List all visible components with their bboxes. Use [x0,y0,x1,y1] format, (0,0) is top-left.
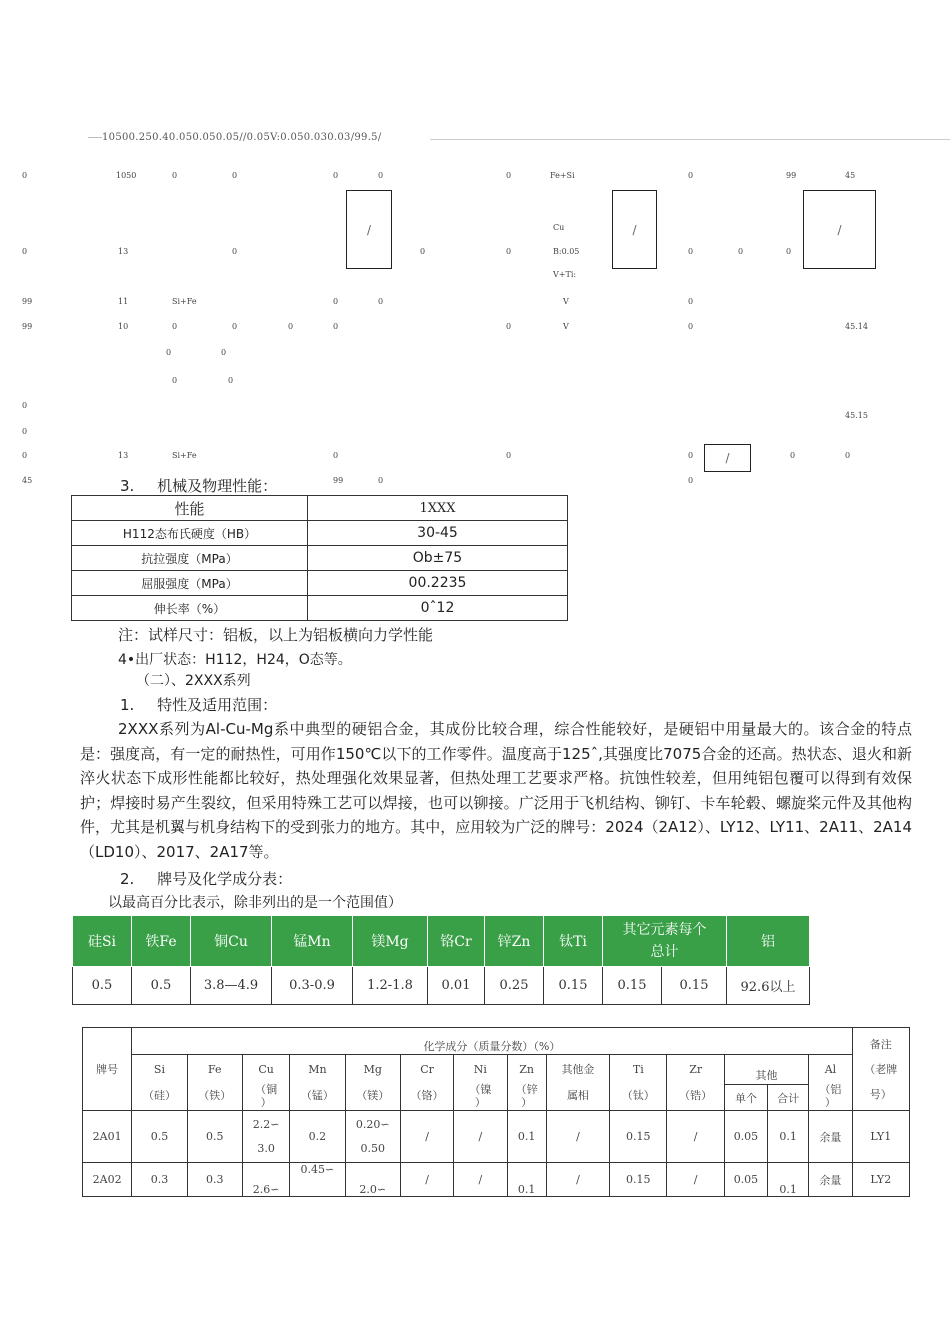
cell-total: 0.1 [768,1111,809,1163]
cell-al: 余量 [809,1163,852,1197]
cell-zn: 0.1 [507,1163,546,1197]
header-other-total: 合计 [768,1085,809,1111]
fragment: 0 [506,247,512,256]
characteristics-paragraph: 2XXX系列为Al-Cu-Mg系中典型的硬铝合金，其成份比较合理，综合性能较好，是硬铝中用量最大的。该合金的特点是：强度高，有一定的耐热性，可用作150℃以下的工作零件。温度高于125ˆ,其强度比7075合金的还高。热状态、退火和新淬火状态下成形性能都比较好，热处理强化效果显著，但热处理工艺要求严格。抗蚀性较差，但用纯铝包覆可以得到有效保护；焊接时易产生裂纹，但采用特殊工艺可以焊接，也可以铆接。广泛用于飞机结构、铆钉、卡车轮毂、螺旋桨元件及其他构件，尤其是机翼与机身结构下的受到张力的地方。其中，应用较为广泛的牌号：2024（2A12）、LY12、LY11、2A11、2A14（LD10）、2017、2A17等。 [80,720,912,861]
top-spec-line: 10500.250.40.050.050.05//0.05V:0.050.030.03/99.5/ [88,132,382,143]
fragment: 45 [22,476,33,485]
fragment: B:0.05 [553,247,580,256]
cell-cu: 2.2∽ 3.0 [242,1111,289,1163]
fragment: Si+Fe [172,297,197,306]
fragment: 0 [378,476,384,485]
table-header-row [72,496,568,521]
header-al: Al （铝 ） [809,1055,852,1111]
cell-ni: / [454,1111,507,1163]
fragment: 0 [786,247,792,256]
slash-box: / [704,444,751,472]
header-al: 铝 [727,916,810,967]
fragment: 0 [688,297,694,306]
fragment: 0 [688,322,694,331]
fragment: 0 [333,297,339,306]
cell-ti: 0.15 [544,967,603,1005]
header-other-each-label: 其它元素每个 [622,922,707,938]
cell-grade: 2A02 [83,1163,132,1197]
cell-si: 0.3 [132,1163,187,1197]
fragment: 11 [118,297,129,306]
cell-zn: 0.25 [485,967,544,1005]
header-total-label: 总计 [650,944,679,960]
fragment: 0 [688,451,694,460]
fragment: 0 [688,171,694,180]
fragment: 0 [790,451,796,460]
cell-al: 余量 [809,1111,852,1163]
cell-al: 92.6以上 [727,967,810,1005]
fragment: 0 [688,476,694,485]
cell-cu: 3.8—4.9 [191,967,272,1005]
item-2-heading [120,868,292,889]
property-value: Ob±75 [308,546,568,571]
header-composition-group: 化学成分（质量分数）（%） [132,1028,852,1055]
fragment: 0 [172,376,178,385]
table-header-row [73,916,810,967]
cell-mg: 1.2-1.8 [353,967,428,1005]
fragment: 0 [506,451,512,460]
cell-ni: / [454,1163,507,1197]
fragment: 0 [22,451,28,460]
fragment: Fe+Si [550,171,575,180]
fragment: 45.14 [845,322,868,331]
fragment: 0 [22,247,28,256]
fragment: 0 [22,171,28,180]
table-header-row [83,1028,910,1055]
cell-mg: 2.0∽ [345,1163,400,1197]
header-zn: Zn （锌 ） [507,1055,546,1111]
top-rule [430,139,950,140]
fragment: 0 [420,247,426,256]
fragment: 0 [378,171,384,180]
fragment: 99 [22,297,33,306]
header-other-each [603,916,727,967]
property-label: H112态布氏硬度（HB） [72,521,308,546]
header-ti: Ti （钛） [610,1055,667,1111]
header-mg: 镁Mg [353,916,428,967]
sample-note: 注：试样尺寸：铝板，以上为铝板横向力学性能 [118,626,434,644]
table-row [72,596,568,621]
cell-fe: 0.3 [187,1163,242,1197]
header-mn: Mn （锰） [290,1055,345,1111]
cell-cu: 2.6∽ [242,1163,289,1197]
header-property: 性能 [72,496,308,521]
cell-total: 0.1 [768,1163,809,1197]
fragment: 45 [845,171,856,180]
fragment: 0 [22,427,28,436]
header-other-single: 单个 [724,1085,767,1111]
item-title: 牌号及化学成分表： [157,870,293,888]
item-title: 特性及适用范围： [157,696,278,714]
header-mn: 锰Mn [272,916,353,967]
header-mg: Mg （镁） [345,1055,400,1111]
cell-si: 0.5 [132,1111,187,1163]
fragment: 0 [232,247,238,256]
cell-other-metal: / [546,1163,609,1197]
cell-fe: 0.5 [132,967,191,1005]
property-value: 30-45 [308,521,568,546]
fragment: 0 [378,297,384,306]
fragment: 99 [22,322,33,331]
fragment: V [563,322,569,331]
chemical-composition-table [82,1027,910,1197]
header-1xxx: 1XXX [308,496,568,521]
cell-single: 0.05 [724,1163,767,1197]
fragment: 0 [845,451,851,460]
fragment: 0 [333,322,339,331]
cell-mn: 0.45∽ [290,1163,345,1197]
fragment: 10 [118,322,129,331]
table-header-row [83,1055,910,1085]
cell-zr: / [667,1163,724,1197]
header-ti: 钛Ti [544,916,603,967]
header-cu: Cu （铜 ） [242,1055,289,1111]
cell-single: 0.05 [724,1111,767,1163]
property-value: 00.2235 [308,571,568,596]
property-value: 0ˆ12 [308,596,568,621]
header-cu: 铜Cu [191,916,272,967]
header-fe: 铁Fe [132,916,191,967]
fragment: 45.15 [845,411,868,420]
fragment: 0 [172,171,178,180]
fragment: 0 [738,247,744,256]
section-title: 机械及物理性能： [157,477,278,495]
table-row [83,1163,910,1197]
composition-summary-table [72,915,810,1005]
table-row [72,521,568,546]
fragment: 0 [506,322,512,331]
factory-state: 4•出厂状态：H112，H24，O态等。 [118,652,352,668]
fragment: 0 [221,348,227,357]
fragment: 0 [232,171,238,180]
remark-line: （老牌 [864,1062,898,1076]
item-number: 2. [120,870,135,888]
header-other-metal: 其他金 属相 [546,1055,609,1111]
table-row [73,967,810,1005]
cell-si: 0.5 [73,967,132,1005]
item-number: 1. [120,696,135,714]
property-label: 伸长率（%） [72,596,308,621]
cell-cr: / [400,1163,453,1197]
cell-mn: 0.2 [290,1111,345,1163]
cell-ti: 0.15 [610,1163,667,1197]
property-label: 屈服强度（MPa） [72,571,308,596]
header-zn: 锌Zn [485,916,544,967]
cell-other-metal: / [546,1111,609,1163]
fragment: 13 [118,451,129,460]
fragment: V+Ti: [553,270,577,279]
header-grade: 牌号 [83,1028,132,1111]
series-heading: （二）、2XXX系列 [136,673,251,689]
fragment: 99 [333,476,344,485]
header-si: Si （硅） [132,1055,187,1111]
fragment: 0 [22,401,28,410]
fragment: 13 [118,247,129,256]
table-row [72,546,568,571]
fragment: 0 [288,322,294,331]
cell-cr: / [400,1111,453,1163]
slash-box: / [346,190,392,269]
cell-zr: / [667,1111,724,1163]
fragment: 0 [333,171,339,180]
fragment: 1050 [116,171,137,180]
range-note: 以最高百分比表示，除非列出的是一个范围值） [108,895,402,911]
header-cr: Cr （铬） [400,1055,453,1111]
fragment: 0 [232,322,238,331]
table-row [72,571,568,596]
cell-other-each: 0.15 [603,967,662,1005]
cell-cr: 0.01 [428,967,485,1005]
section-number: 3. [120,477,135,495]
fragment: 0 [688,247,694,256]
fragment: Cu [553,223,565,232]
header-other: 其他 [724,1055,808,1085]
section-3-heading [120,475,277,496]
item-1-heading [120,694,277,715]
slash-box: / [612,190,657,269]
header-si: 硅Si [73,916,132,967]
fragment: 0 [333,451,339,460]
cell-ti: 0.15 [610,1111,667,1163]
header-remark [852,1028,909,1111]
cell-old-grade: LY2 [852,1163,909,1197]
cell-zn: 0.1 [507,1111,546,1163]
fragment: 0 [506,171,512,180]
cell-mn: 0.3-0.9 [272,967,353,1005]
remark-line: 号） [869,1087,892,1101]
header-fe: Fe （铁） [187,1055,242,1111]
remark-line: 备注 [869,1037,892,1051]
header-cr: 铬Cr [428,916,485,967]
property-label: 抗拉强度（MPa） [72,546,308,571]
fragment: V [563,297,569,306]
header-ni: Ni （镍 ） [454,1055,507,1111]
cell-grade: 2A01 [83,1111,132,1163]
cell-fe: 0.5 [187,1111,242,1163]
fragment: Si+Fe [172,451,197,460]
fragment: 0 [228,376,234,385]
cell-total: 0.15 [662,967,727,1005]
slash-box: / [803,190,876,269]
cell-old-grade: LY1 [852,1111,909,1163]
fragment: 99 [786,171,797,180]
cell-mg: 0.20∽ 0.50 [345,1111,400,1163]
header-zr: Zr （锆） [667,1055,724,1111]
table-row [83,1111,910,1163]
fragment: 0 [166,348,172,357]
mechanical-properties-table [71,495,568,621]
fragment: 0 [172,322,178,331]
